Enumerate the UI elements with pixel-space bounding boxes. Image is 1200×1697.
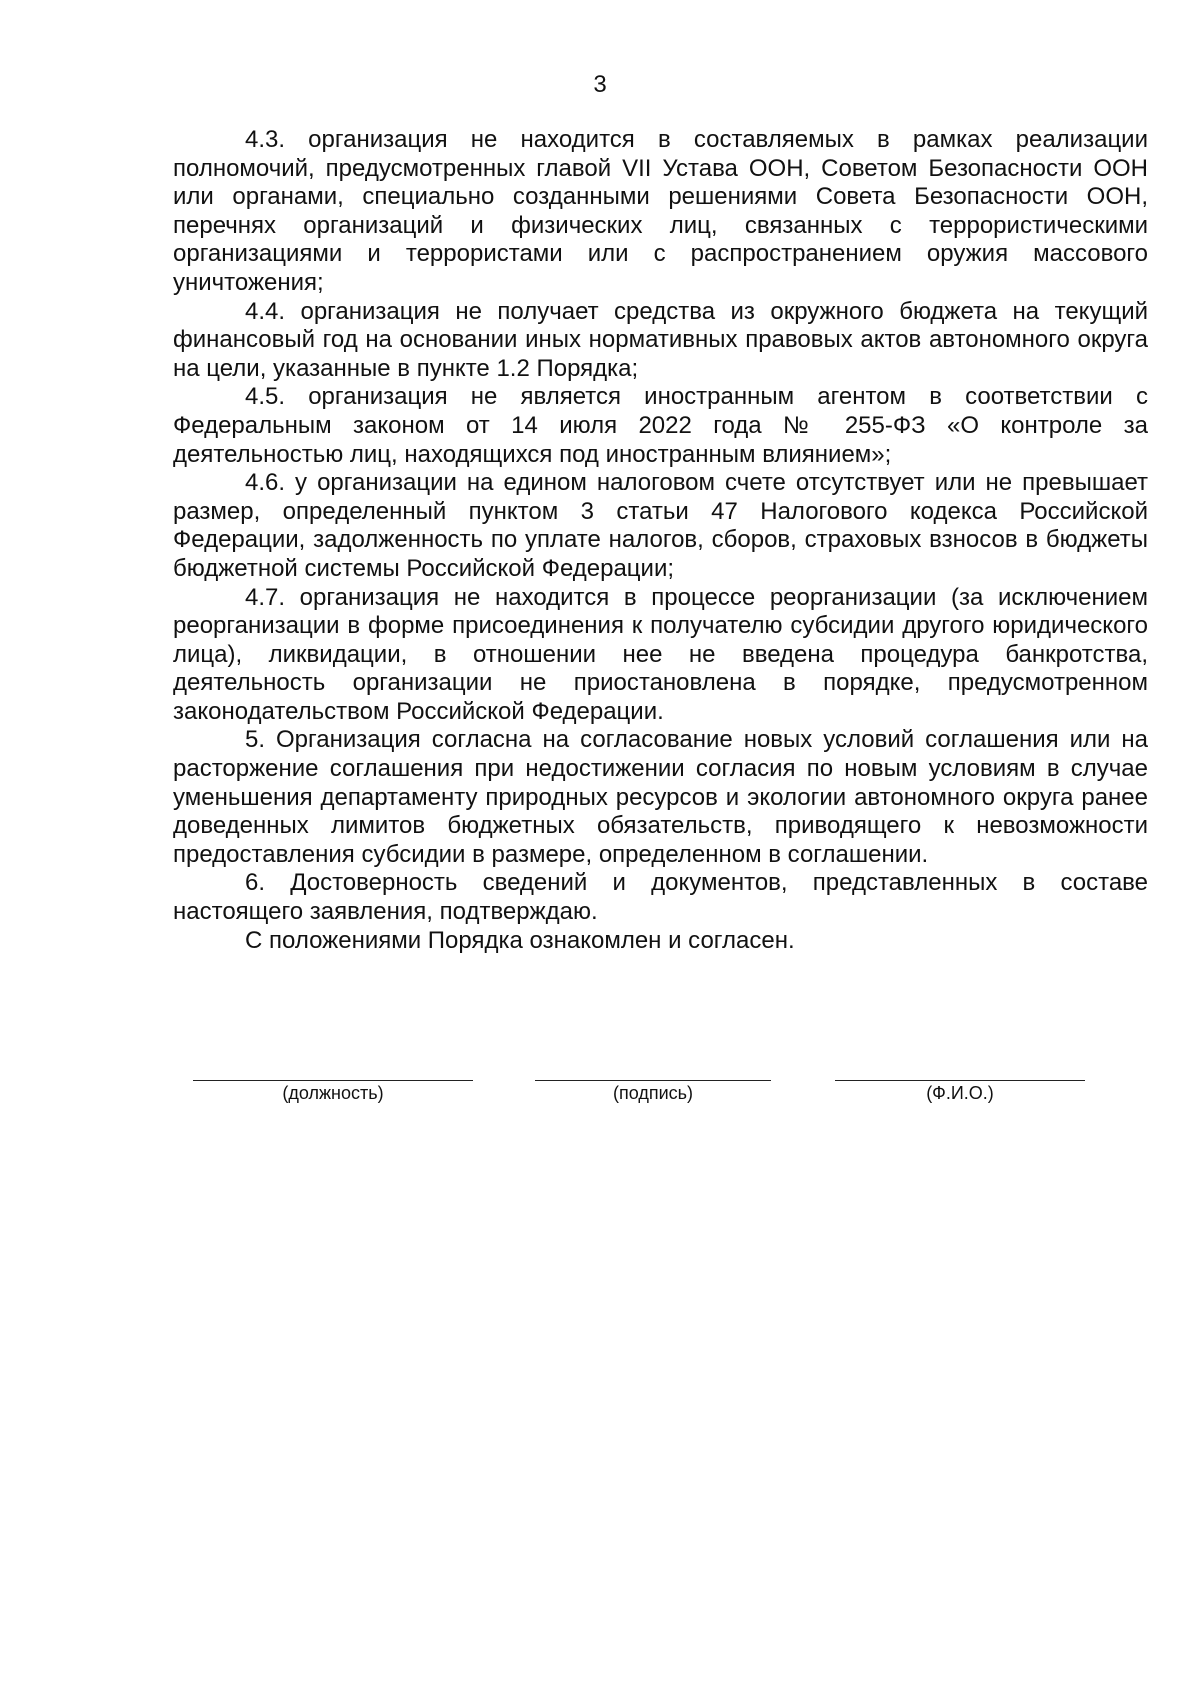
paragraph-4-7: 4.7. организация не находится в процессе реорганизации (за исключением реорганизации в форме присоединения к получателю субсидии другого юридического лица), ликвидации, в отношении нее не введена процедура банкротства, деятельность организации не приостановлена в порядке, предусмотренном законодательством Российской Федерации. (173, 583, 1148, 725)
paragraph-4-3: 4.3. организация не находится в составляемых в рамках реализации полномочий, предусмотренных главой VII Устава ООН, Советом Безопасности ООН или органами, специально созданными решениями Совета Безопасности ООН, перечнях организаций и физических лиц, связанных с террористическими организациями и террористами или с распространением оружия массового уничтожения; (173, 126, 1148, 296)
signature-line (535, 1058, 771, 1081)
paragraph-6: 6. Достоверность сведений и документов, представленных в составе настоящего заявления, подтверждаю. (173, 869, 1148, 926)
paragraph-4-4: 4.4. организация не получает средства из окружного бюджета на текущий финансовый год на основании иных нормативных правовых актов автономного округа на цели, указанные в пункте 1.2 Порядка; (173, 297, 1148, 382)
signature-block (0, 1058, 1200, 1118)
fio-caption: (Ф.И.О.) (926, 1083, 994, 1103)
document-body (173, 126, 1148, 955)
fio-line (835, 1058, 1085, 1081)
signature-field (535, 1058, 771, 1104)
position-caption: (должность) (282, 1083, 384, 1103)
paragraph-4-5: 4.5. организация не является иностранным агентом в соответствии с Федеральным законом от 14 июля 2022 года № 255-ФЗ «О контроле за деятельностью лиц, находящихся под иностранным влиянием»; (173, 383, 1148, 468)
signature-caption: (подпись) (612, 1083, 694, 1103)
paragraph-acknowledgement: С положениями Порядка ознакомлен и согласен. (245, 926, 795, 954)
paragraph-4-6: 4.6. у организации на едином налоговом счете отсутствует или не превышает размер, определенный пунктом 3 статьи 47 Налогового кодекса Российской Федерации, задолженность по уплате налогов, сборов, страховых взносов в бюджеты бюджетной системы Российской Федерации; (173, 469, 1148, 582)
position-line (193, 1058, 473, 1081)
fio-field (835, 1058, 1085, 1104)
position-field (193, 1058, 473, 1104)
page-number: 3 (593, 71, 607, 98)
paragraph-5: 5. Организация согласна на согласование новых условий соглашения или на расторжение соглашения при недостижении согласия по новым условиям в случае уменьшения департаменту природных ресурсов и экологии автономного округа ранее доведенных лимитов бюджетных обязательств, приводящего к невозможности предоставления субсидии в размере, определенном в соглашении. (173, 726, 1148, 868)
